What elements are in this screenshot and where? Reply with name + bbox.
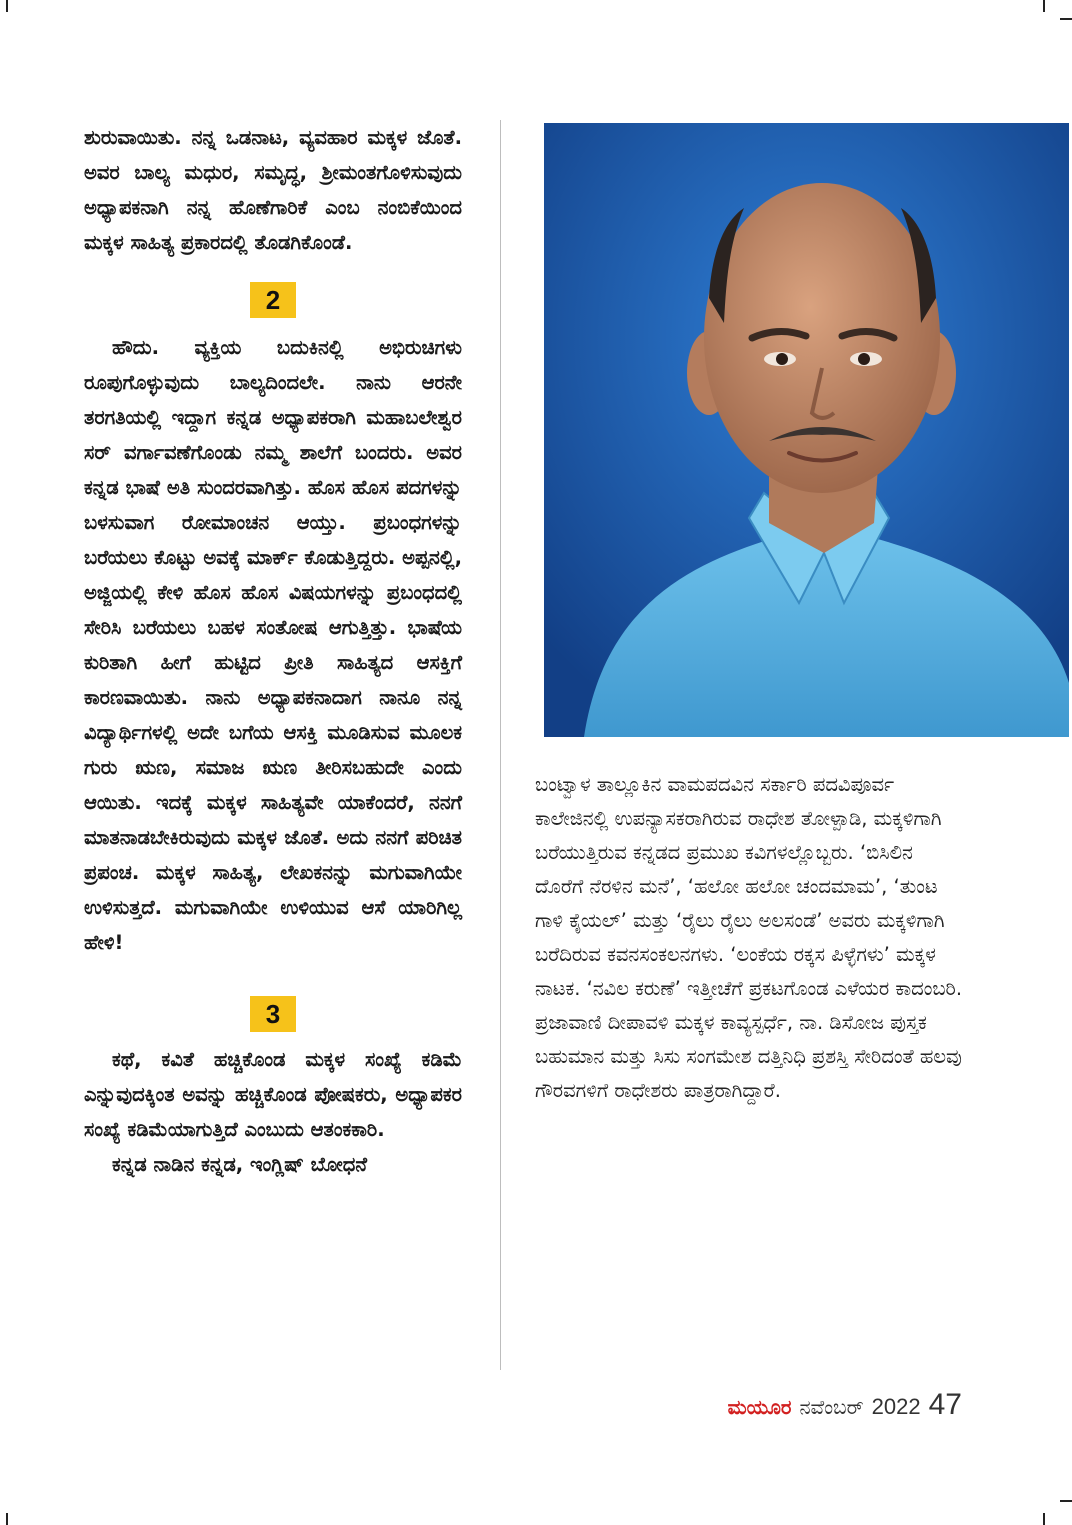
crop-mark-bottom-right [1043,1513,1045,1525]
column-divider [500,120,501,1370]
crop-mark-right-top [1060,18,1072,20]
section-number-badge: 2 [250,282,296,318]
crop-mark-right-bottom [1060,1500,1072,1502]
right-pupil [858,353,870,365]
magazine-brand-logo: ಮಯೂರ [727,1397,792,1419]
author-portrait-photo [544,123,1069,737]
crop-mark-bottom-left [6,1513,8,1525]
crop-mark-top-left [6,0,8,12]
issue-year: 2022 [871,1394,921,1419]
article-paragraph-answer-3: ಕಥೆ, ಕವಿತೆ ಹಚ್ಚಿಕೊಂಡ ಮಕ್ಕಳ ಸಂಖ್ಯೆ ಕಡಿಮೆ ಎನ್ನುವುದಕ್ಕಿಂತ ಅವನ್ನು ಹಚ್ಚಿಕೊಂಡ ಪೋಷಕರು, ಅಧ್ಯಾಪಕರ ಸಂಖ್ಯೆ ಕಡಿಮೆಯಾಗುತ್ತಿದೆ ಎಂಬುದು ಆತಂಕಕಾರಿ. [84,1048,462,1141]
section-marker-2 [84,282,462,320]
left-pupil [776,353,788,365]
head-shape [704,183,940,493]
author-bio-caption [535,768,965,1108]
article-paragraph-continuation: ಕನ್ನಡ ನಾಡಿನ ಕನ್ನಡ, ಇಂಗ್ಲಿಷ್ ಬೋಧನೆ [112,1153,368,1176]
portrait-illustration [544,123,1069,737]
crop-mark-top-right [1043,0,1045,12]
page-footer [728,1388,962,1422]
section-number-badge: 3 [250,996,296,1032]
author-bio-text: ಬಂಟ್ವಾಳ ತಾಲ್ಲೂಕಿನ ವಾಮಪದವಿನ ಸರ್ಕಾರಿ ಪದವಿಪೂರ್ವ ಕಾಲೇಜಿನಲ್ಲಿ ಉಪನ್ಯಾಸಕರಾಗಿರುವ ರಾಧೇಶ ತೋಳ್ಪಾಡಿ, ಮಕ್ಕಳಿಗಾಗಿ ಬರೆಯುತ್ತಿರುವ ಕನ್ನಡದ ಪ್ರಮುಖ ಕವಿಗಳಲ್ಲೊಬ್ಬರು. ‘ಬಿಸಿಲಿನ ದೊರೆಗೆ ನೆರಳಿನ ಮನೆ’, ‘ಹಲೋ ಹಲೋ ಚಂದಮಾಮ’, ‘ತುಂಟ ಗಾಳಿ ಕೈಯಲ್’ ಮತ್ತು ‘ರೈಲು ರೈಲು ಅಲಸಂಡೆ’ ಅವರು ಮಕ್ಕಳಿಗಾಗಿ ಬರೆದಿರುವ ಕವನಸಂಕಲನಗಳು. ‘ಲಂಕೆಯ ರಕ್ಕಸ ಪಿಳ್ಳೆಗಳು’ ಮಕ್ಕಳ ನಾಟಕ. ‘ನವಿಲ ಕರುಣೆ’ ಇತ್ತೀಚೆಗೆ ಪ್ರಕಟಗೊಂಡ ಎಳೆಯರ ಕಾದಂಬರಿ. ಪ್ರಜಾವಾಣಿ ದೀಪಾವಳಿ ಮಕ್ಕಳ ಕಾವ್ಯಸ್ಪರ್ಧೆ, ನಾ. ಡಿಸೋಜ ಪುಸ್ತಕ ಬಹುಮಾನ ಮತ್ತು ಸಿಸು ಸಂಗಮೇಶ ದತ್ತಿನಿಧಿ ಪ್ರಶಸ್ತಿ ಸೇರಿದಂತೆ ಹಲವು ಗೌರವಗಳಿಗೆ ರಾಧೇಶರು ಪಾತ್ರರಾಗಿದ್ದಾರೆ. [535,773,963,1102]
page-number: 47 [928,1388,962,1421]
article-paragraph-answer-2: ಹೌದು. ವ್ಯಕ್ತಿಯ ಬದುಕಿನಲ್ಲಿ ಅಭಿರುಚಿಗಳು ರೂಪುಗೊಳ್ಳುವುದು ಬಾಲ್ಯದಿಂದಲೇ. ನಾನು ಆರನೇ ತರಗತಿಯಲ್ಲಿ ಇದ್ದಾಗ ಕನ್ನಡ ಅಧ್ಯಾಪಕರಾಗಿ ಮಹಾಬಲೇಶ್ವರ ಸರ್ ವರ್ಗಾವಣೆಗೊಂಡು ನಮ್ಮ ಶಾಲೆಗೆ ಬಂದರು. ಅವರ ಕನ್ನಡ ಭಾಷೆ ಅತಿ ಸುಂದರವಾಗಿತ್ತು. ಹೊಸ ಹೊಸ ಪದಗಳನ್ನು ಬಳಸುವಾಗ ರೋಮಾಂಚನ ಆಯ್ತು. ಪ್ರಬಂಧಗಳನ್ನು ಬರೆಯಲು ಕೊಟ್ಟು ಅವಕ್ಕೆ ಮಾರ್ಕ್ ಕೊಡುತ್ತಿದ್ದರು. ಅಪ್ಪನಲ್ಲಿ, ಅಜ್ಜಿಯಲ್ಲಿ ಕೇಳಿ ಹೊಸ ಹೊಸ ವಿಷಯಗಳನ್ನು ಪ್ರಬಂಧದಲ್ಲಿ ಸೇರಿಸಿ ಬರೆಯಲು ಬಹಳ ಸಂತೋಷ ಆಗುತ್ತಿತ್ತು. ಭಾಷೆಯ ಕುರಿತಾಗಿ ಹೀಗೆ ಹುಟ್ಟಿದ ಪ್ರೀತಿ ಸಾಹಿತ್ಯದ ಆಸಕ್ತಿಗೆ ಕಾರಣವಾಯಿತು. ನಾನು ಅಧ್ಯಾಪಕನಾದಾಗ ನಾನೂ ನನ್ನ ವಿದ್ಯಾರ್ಥಿಗಳಲ್ಲಿ ಅದೇ ಬಗೆಯ ಆಸಕ್ತಿ ಮೂಡಿಸುವ ಮೂಲಕ ಗುರು ಋಣ, ಸಮಾಜ ಋಣ ತೀರಿಸಬಹುದೇ ಎಂದು ಆಯಿತು. ಇದಕ್ಕೆ ಮಕ್ಕಳ ಸಾಹಿತ್ಯವೇ ಯಾಕೆಂದರೆ, ನನಗೆ ಮಾತನಾಡಬೇಕಿರುವುದು ಮಕ್ಕಳ ಜೊತೆ. ಅದು ನನಗೆ ಪರಿಚಿತ ಪ್ರಪಂಚ. ಮಕ್ಕಳ ಸಾಹಿತ್ಯ, ಲೇಖಕನನ್ನು ಮಗುವಾಗಿಯೇ ಉಳಿಸುತ್ತದೆ. ಮಗುವಾಗಿಯೇ ಉಳಿಯುವ ಆಸೆ ಯಾರಿಗಿಲ್ಲ ಹೇಳಿ! [84,336,462,954]
article-left-column [84,120,462,1182]
article-paragraph-intro: ಶುರುವಾಯಿತು. ನನ್ನ ಒಡನಾಟ, ವ್ಯವಹಾರ ಮಕ್ಕಳ ಜೊತೆ. ಅವರ ಬಾಲ್ಯ ಮಧುರ, ಸಮೃದ್ಧ, ಶ್ರೀಮಂತಗೊಳಿಸುವುದು ಅಧ್ಯಾಪಕನಾಗಿ ನನ್ನ ಹೊಣೆಗಾರಿಕೆ ಎಂಬ ನಂಬಿಕೆಯಿಂದ ಮಕ್ಕಳ ಸಾಹಿತ್ಯ ಪ್ರಕಾರದಲ್ಲಿ ತೊಡಗಿಕೊಂಡೆ. [84,126,462,254]
issue-month: ನವೆಂಬರ್ [799,1397,864,1419]
section-marker-3 [84,996,462,1034]
